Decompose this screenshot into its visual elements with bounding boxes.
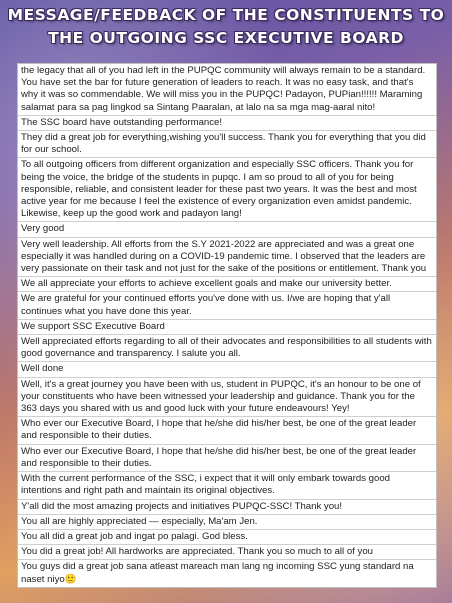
response-text: Who ever our Executive Board, I hope that he/she did his/her best, be one of the great leader and responsible to their duties. [21, 418, 417, 442]
table-row [18, 115, 436, 130]
table-row [18, 221, 436, 236]
response-text: You guys did a great job sana atleast mareach man lang ng incoming SSC yung standard na naset niyo🙂 [21, 561, 414, 585]
table-row [18, 361, 436, 376]
table-row [18, 514, 436, 529]
table-row [18, 559, 436, 586]
table-row [18, 130, 436, 157]
table-row [18, 416, 436, 443]
table-row [18, 237, 436, 277]
response-text: Well appreciated efforts regarding to all of their advocates and responsibilities to all students with good governance and transparency. I salute you all. [21, 336, 432, 360]
table-row [18, 544, 436, 559]
table-row [18, 499, 436, 514]
response-text: The SSC board have outstanding performance! [21, 116, 223, 128]
page-title [0, 4, 452, 50]
response-text: We all appreciate your efforts to achieve excellent goals and make our university better. [21, 278, 392, 290]
response-text: the legacy that all of you had left in the PUPQC community will always remain to be a standard. You have set the bar for future generation of leaders to reach. It was no easy task, and that's why it was so commendable. We will miss you in the PUPQC! Padayon, PUPian!!!!!! Maraming salamat para sa pag lingkod sa Sintang Paaralan, at lalo na sa mga mag-aaral nito! [21, 65, 426, 113]
table-row [18, 291, 436, 318]
response-text: With the current performance of the SSC, i expect that it will only embark towards good intentions and right path and maintain its original objectives. [21, 473, 390, 497]
title-line-1: MESSAGE/FEEDBACK OF THE CONSTITUENTS TO [7, 6, 445, 24]
table-row [18, 529, 436, 544]
response-text: We support SSC Executive Board [21, 320, 165, 332]
response-text: You all did a great job and ingat po palagi. God bless. [21, 530, 248, 542]
table-row [18, 157, 436, 221]
response-text: Y'all did the most amazing projects and initiatives PUPQC-SSC! Thank you! [21, 500, 343, 512]
response-text: Very well leadership. All efforts from the S.Y 2021-2022 are appreciated and was a great one especially it was handled during on a COVID-19 pandemic time. I observed that the leaders are very passionate on their task and not just for the sake of the positions or entitlement. Thank you [21, 238, 427, 275]
response-text: Very good [21, 223, 65, 235]
table-row [18, 377, 436, 417]
response-text: We are grateful for your continued efforts you've done with us. I/we are hoping that y'all continues what you have done this year. [21, 293, 391, 317]
response-text: You did a great job! All hardworks are appreciated. Thank you so much to all of you [21, 546, 373, 558]
table-row [18, 64, 436, 115]
response-text: Who ever our Executive Board, I hope that he/she did his/her best, be one of the great leader and responsible to their duties. [21, 445, 417, 469]
table-row [18, 276, 436, 291]
response-text: You all are highly appreciated — especially, Ma'am Jen. [21, 515, 258, 527]
feedback-table [17, 63, 437, 588]
response-text: Well done [21, 363, 64, 375]
table-row [18, 444, 436, 471]
table-row [18, 334, 436, 361]
response-text: To all outgoing officers from different organization and especially SSC officers. Thank you for being the voice, the bridge of the students in pupqc. I am so proud to all of you for being responsible, reliable, and consistent leader for these past two years. It was the best and most active year for me because I feel the existence of every organization even amidst pandemic. Likewise, keep up the good work and padayon lang! [21, 159, 417, 220]
title-line-2: THE OUTGOING SSC EXECUTIVE BOARD [48, 29, 404, 47]
table-row [18, 471, 436, 498]
table-row [18, 319, 436, 334]
response-text: Well, it's a great journey you have been with us, student in PUPQC, it's an honour to be one of your constituents who have been witnessed your leadership and guidance. Thank you for the 363 days you shared with us and good luck with your future endeavours! Yey! [21, 378, 421, 415]
response-text: They did a great job for everything,wishing you'll success. Thank you for everything that you did for our school. [21, 132, 426, 156]
